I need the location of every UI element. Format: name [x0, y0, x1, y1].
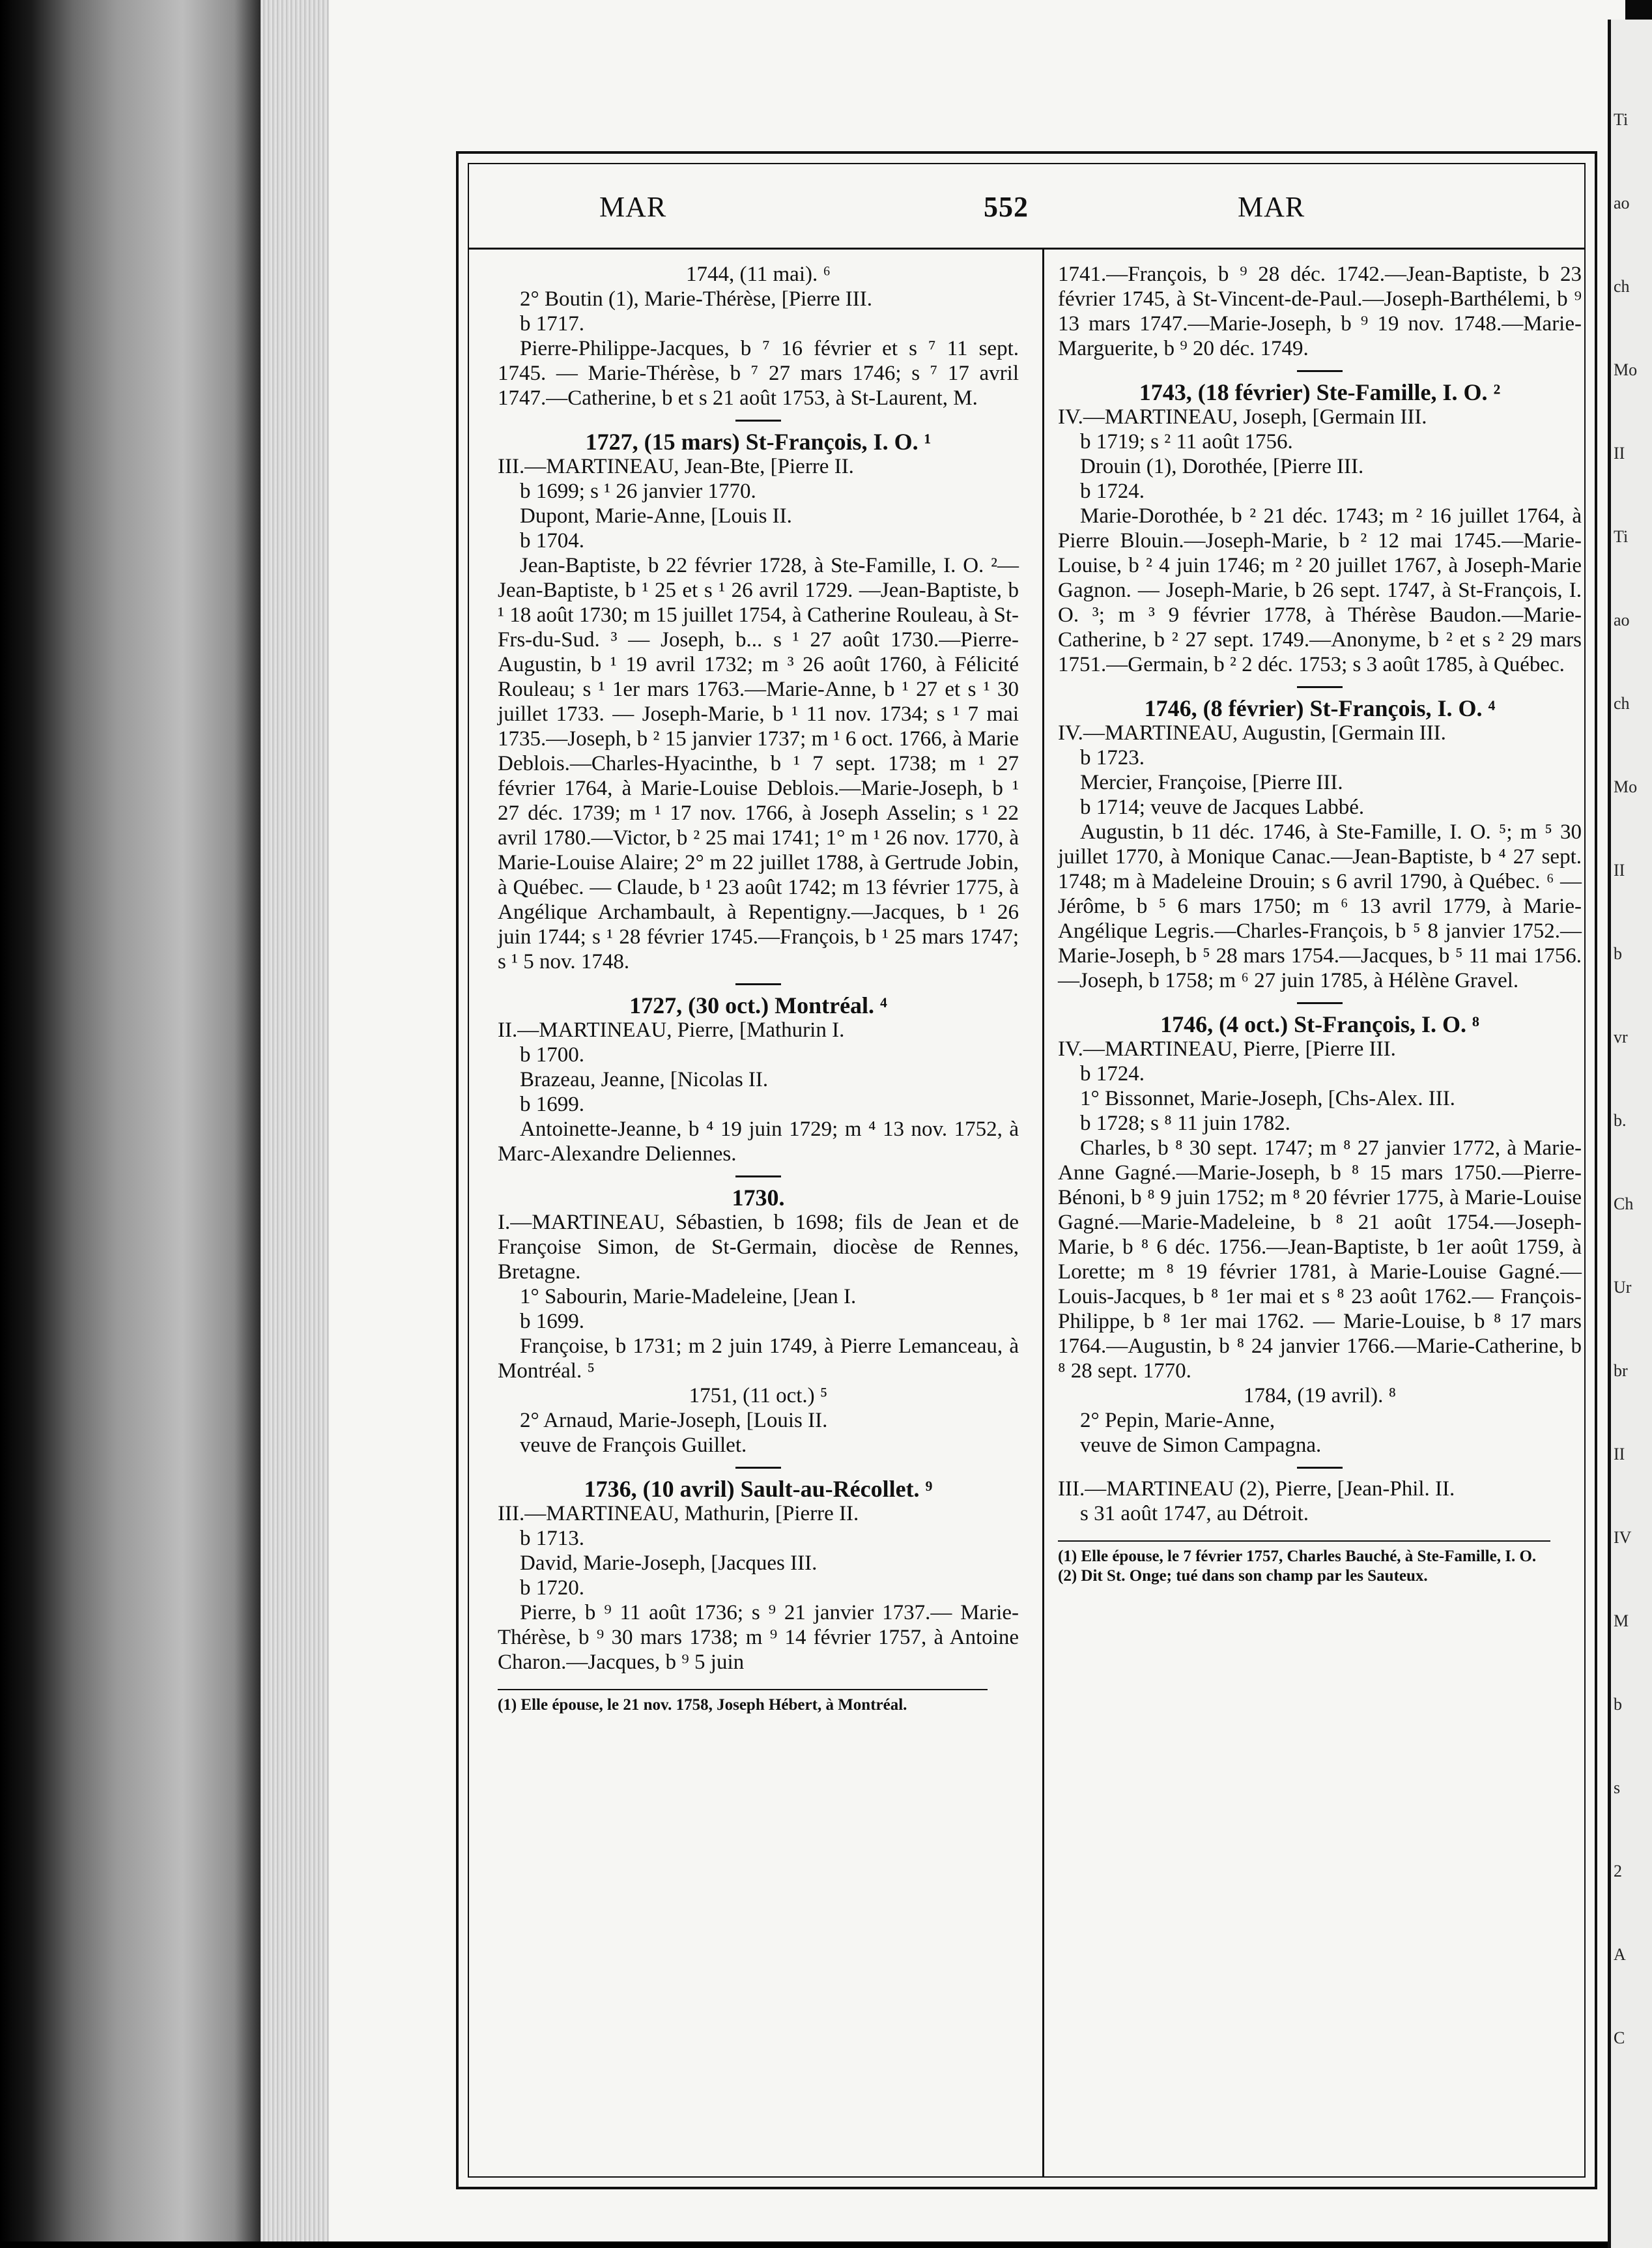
entry-line: b 1720. — [520, 1576, 584, 1600]
adjacent-page-letter: Ti — [1614, 110, 1629, 129]
entry-line: Augustin, b 11 déc. 1746, à Ste-Famille, I. O. ⁵; m ⁵ 30 juillet 1770, à Monique Canac.—Jean-Baptiste, b ⁴ 27 sept. 1748; m à Madeleine Drouin; s 6 avril 1790, à Québec. ⁶ — Jérôme, b ⁵ 6 mars 1750; m ⁶ 13 avril 1779, à Marie-Angélique Legris.—Charles-François, b ⁵ 8 janvier 1752.— Marie-Joseph, b ⁵ 28 mars 1754.—Jacques, b ⁵ 11 mai 1756.—Joseph, b 1758; m ⁶ 27 juin 1785, à Hélène Gravel. — [1058, 820, 1582, 992]
entry-line: Marie-Dorothée, b ² 21 déc. 1743; m ² 16 juillet 1764, à Pierre Blouin.—Joseph-Marie, b ² 12 mai 1745.—Marie-Louise, b ² 4 juin 1746; m ² 20 juillet 1767, à Joseph-Marie Gagnon. — Joseph-Marie, b 26 sept. 1747, à St-François, I. O. ³; m ³ 9 février 1778, à Thérèse Baudon.—Marie-Catherine, b ² 27 sept. 1749.—Anonyme, b ² et s ² 29 mars 1751.—Germain, b ² 2 déc. 1753; s 3 août 1785, à Québec. — [1058, 504, 1582, 676]
entry-line: b 1728; s ⁸ 11 juin 1782. — [1080, 1112, 1290, 1135]
entry-heading: 1727, (15 mars) St-François, I. O. ¹ — [585, 429, 932, 455]
entry-line: III.—MARTINEAU, Mathurin, [Pierre II. — [498, 1502, 859, 1525]
entry-heading: 1736, (10 avril) Sault-au-Récollet. ⁹ — [584, 1476, 933, 1502]
entry-line: Charles, b ⁸ 30 sept. 1747; m ⁸ 27 janvier 1772, à Marie-Anne Gagné.—Marie-Joseph, b ⁸ 15 mars 1750.—Pierre-Bénoni, b ⁸ 9 juin 1752; m ⁸ 20 février 1775, à Marie-Louise Gagné.—Marie-Madeleine, b ⁸ 21 août 1754.—Joseph-Marie, b ⁸ 6 déc. 1756.—Jean-Baptiste, b 1er août 1759, à Lorette; m ⁸ 19 février 1781, à Marie-Louise Gagné.— Louis-Jacques, b ⁸ 1er mai et s ⁸ 23 août 1762.— François-Philippe, b ⁸ 1er mai 1762. — Marie-Louise, b ⁸ 17 mars 1764.—Augustin, b ⁸ 24 janvier 1766.—Marie-Catherine, b ⁸ 28 sept. 1770. — [1058, 1136, 1582, 1383]
adjacent-page-letter: b. — [1614, 1111, 1627, 1130]
footnote: (1) Elle épouse, le 21 nov. 1758, Joseph Hébert, à Montréal. — [498, 1696, 907, 1714]
adjacent-page-letter: 2 — [1614, 1862, 1622, 1881]
entry-line: III.—MARTINEAU, Jean-Bte, [Pierre II. — [498, 455, 854, 478]
column-divider — [1042, 248, 1044, 2176]
adjacent-page-letter: ch — [1614, 694, 1630, 713]
section-rule — [735, 983, 781, 985]
entry-heading: 1746, (4 oct.) St-François, I. O. ⁸ — [1160, 1011, 1479, 1037]
entry-line: b 1717. — [520, 312, 584, 336]
entry-line: s 31 août 1747, au Détroit. — [1080, 1502, 1309, 1525]
entry-line: Françoise, b 1731; m 2 juin 1749, à Pierre Lemanceau, à Montréal. ⁵ — [498, 1334, 1019, 1383]
right-column — [1058, 262, 1582, 1586]
entry-line: veuve de Simon Campagna. — [1080, 1434, 1322, 1457]
book-binding — [0, 0, 261, 2241]
adjacent-page-letter: Ur — [1614, 1278, 1632, 1297]
entry-line: Drouin (1), Dorothée, [Pierre III. — [1080, 455, 1364, 478]
entry-line: III.—MARTINEAU (2), Pierre, [Jean-Phil. II. — [1058, 1477, 1455, 1501]
entry-line: Dupont, Marie-Anne, [Louis II. — [520, 504, 792, 528]
entry-line: 2° Boutin (1), Marie-Thérèse, [Pierre III. — [520, 287, 872, 311]
entry-line: II.—MARTINEAU, Pierre, [Mathurin I. — [498, 1018, 845, 1042]
entry-line: IV.—MARTINEAU, Augustin, [Germain III. — [1058, 721, 1446, 745]
adjacent-page-letter: br — [1614, 1361, 1628, 1380]
entry-line: b 1699; s ¹ 26 janvier 1770. — [520, 480, 756, 503]
page-frame — [456, 151, 1597, 2189]
footnote: (2) Dit St. Onge; tué dans son champ par les Sauteux. — [1058, 1567, 1428, 1585]
entry-line: IV.—MARTINEAU, Pierre, [Pierre III. — [1058, 1037, 1396, 1061]
adjacent-page-letter: b — [1614, 1695, 1622, 1714]
entry-line: b 1700. — [520, 1043, 584, 1067]
entry-heading: 1746, (8 février) St-François, I. O. ⁴ — [1144, 695, 1496, 721]
adjacent-page-letter: vr — [1614, 1028, 1628, 1046]
adjacent-page-letter: Mo — [1614, 360, 1638, 379]
entry-line: Antoinette-Jeanne, b ⁴ 19 juin 1729; m ⁴ 13 nov. 1752, à Marc-Alexandre Deliennes. — [498, 1117, 1019, 1166]
entry-line: b 1714; veuve de Jacques Labbé. — [1080, 796, 1365, 819]
entry-line: b 1713. — [520, 1527, 584, 1550]
footnote-rule — [1058, 1540, 1550, 1542]
section-rule — [1297, 1002, 1343, 1004]
header-left: MAR — [599, 191, 667, 223]
adjacent-page-letter: Ch — [1614, 1194, 1634, 1213]
entry-line: Brazeau, Jeanne, [Nicolas II. — [520, 1068, 769, 1091]
entry-line: b 1699. — [520, 1310, 584, 1333]
footnote: (1) Elle épouse, le 7 février 1757, Charles Bauché, à Ste-Famille, I. O. — [1058, 1548, 1537, 1565]
adjacent-page-letter: II — [1614, 861, 1625, 880]
adjacent-page-letter: M — [1614, 1611, 1629, 1630]
section-rule — [735, 1175, 781, 1177]
adjacent-page-letter: C — [1614, 2028, 1625, 2047]
entry-line: b 1724. — [1080, 480, 1145, 503]
section-rule — [1297, 1467, 1343, 1469]
entry-line: 1784, (19 avril). ⁸ — [1243, 1384, 1397, 1407]
entry-line: IV.—MARTINEAU, Joseph, [Germain III. — [1058, 405, 1427, 429]
header-right: MAR — [1238, 191, 1305, 223]
footnote-rule — [498, 1689, 988, 1690]
entry-line: I.—MARTINEAU, Sébastien, b 1698; fils de Jean et de Françoise Simon, de St-Germain, diocèse de Rennes, Bretagne. — [498, 1211, 1019, 1284]
entry-line: b 1699. — [520, 1093, 584, 1116]
entry-line: veuve de François Guillet. — [520, 1434, 747, 1457]
entry-line: 1° Bissonnet, Marie-Joseph, [Chs-Alex. III. — [1080, 1087, 1455, 1110]
page-number: 552 — [984, 191, 1029, 223]
adjacent-page-letter: II — [1614, 444, 1625, 463]
section-rule — [1297, 686, 1343, 688]
adjacent-page-letter: b — [1614, 944, 1622, 963]
adjacent-page-letter: ch — [1614, 277, 1630, 296]
entry-line: 1751, (11 oct.) ⁵ — [689, 1384, 828, 1407]
entry-line: 1744, (11 mai). ⁶ — [686, 263, 831, 286]
entry-line: David, Marie-Joseph, [Jacques III. — [520, 1551, 818, 1575]
page-frame-inner — [468, 163, 1586, 2178]
header-rule — [469, 248, 1584, 250]
entry-line: 2° Pepin, Marie-Anne, — [1080, 1409, 1275, 1432]
entry-line: b 1704. — [520, 529, 584, 553]
entry-line: Pierre-Philippe-Jacques, b ⁷ 16 février et s ⁷ 11 sept. 1745. — Marie-Thérèse, b ⁷ 27 mars 1746; s ⁷ 17 avril 1747.—Catherine, b et s 21 août 1753, à St-Laurent, M. — [498, 337, 1019, 410]
section-rule — [735, 1467, 781, 1469]
entry-line: Mercier, Françoise, [Pierre III. — [1080, 771, 1343, 794]
adjacent-page-letter: ao — [1614, 611, 1630, 629]
entry-line: Pierre, b ⁹ 11 août 1736; s ⁹ 21 janvier 1737.— Marie-Thérèse, b ⁹ 30 mars 1738; m ⁹ 14 février 1757, à Antoine Charon.—Jacques, b ⁹ 5 juin — [498, 1601, 1019, 1674]
adjacent-page-letter: IV — [1614, 1528, 1632, 1547]
entry-line: 1741.—François, b ⁹ 28 déc. 1742.—Jean-Baptiste, b 23 février 1745, à St-Vincent-de-Paul.—Joseph-Barthélemi, b ⁹ 13 mars 1747.—Marie-Joseph, b ⁹ 19 nov. 1748.—Marie-Marguerite, b ⁹ 20 déc. 1749. — [1058, 263, 1582, 360]
entry-heading: 1730. — [732, 1185, 785, 1211]
left-column-body — [498, 262, 1019, 1675]
adjacent-page-letter: Mo — [1614, 777, 1638, 796]
running-header — [469, 190, 1584, 229]
adjacent-page-letter: II — [1614, 1445, 1625, 1463]
adjacent-page-fragment — [1608, 20, 1652, 2248]
entry-line: b 1723. — [1080, 746, 1145, 770]
entry-heading: 1743, (18 février) Ste-Famille, I. O. ² — [1139, 379, 1501, 405]
entry-line: 2° Arnaud, Marie-Joseph, [Louis II. — [520, 1409, 828, 1432]
right-column-body — [1058, 262, 1582, 1526]
left-column — [498, 262, 1019, 1715]
adjacent-page-letter: Ti — [1614, 527, 1629, 546]
adjacent-page-letter: s — [1614, 1778, 1621, 1797]
adjacent-page-letter: A — [1614, 1945, 1626, 1964]
entry-line: 1° Sabourin, Marie-Madeleine, [Jean I. — [520, 1285, 857, 1308]
page-edges — [261, 0, 332, 2241]
entry-line: b 1719; s ² 11 août 1756. — [1080, 430, 1293, 454]
section-rule — [735, 420, 781, 422]
adjacent-page-letter: ao — [1614, 194, 1630, 212]
entry-heading: 1727, (30 oct.) Montréal. ⁴ — [629, 992, 887, 1018]
section-rule — [1297, 370, 1343, 372]
entry-line: b 1724. — [1080, 1062, 1145, 1086]
entry-line: Jean-Baptiste, b 22 février 1728, à Ste-Famille, I. O. ²—Jean-Baptiste, b ¹ 25 et s ¹ 26 avril 1729. —Jean-Baptiste, b ¹ 18 août 1730; m 15 juillet 1754, à Catherine Rouleau, à St-Frs-du-Sud. ³ — Joseph, b... s ¹ 27 août 1730.—Pierre-Augustin, b ¹ 19 avril 1732; m ³ 26 août 1760, à Félicité Rouleau; s ¹ 1er mars 1763.—Marie-Anne, b ¹ 27 et s ¹ 30 juillet 1733. — Joseph-Marie, b ¹ 11 nov. 1734; s ¹ 7 mai 1735.—Joseph, b ² 15 janvier 1737; m ¹ 6 oct. 1766, à Marie Deblois.—Charles-Hyacinthe, b ¹ 7 sept. 1738; m ¹ 27 février 1764, à Marie-Louise Deblois.—Marie-Joseph, b ¹ 27 déc. 1739; m ¹ 17 nov. 1766, à Joseph Asselin; s ¹ 22 avril 1780.—Victor, b ² 25 mai 1741; 1° m ¹ 26 nov. 1770, à Marie-Louise Alaire; 2° m 22 juillet 1788, à Gertrude Jobin, à Québec. — Claude, b ¹ 23 août 1742; m 13 février 1775, à Angélique Archambault, à Repentigny.—Jacques, b ¹ 26 juin 1744; s ¹ 28 février 1745.—François, b ¹ 25 mars 1747; s ¹ 5 nov. 1748. — [498, 554, 1019, 973]
